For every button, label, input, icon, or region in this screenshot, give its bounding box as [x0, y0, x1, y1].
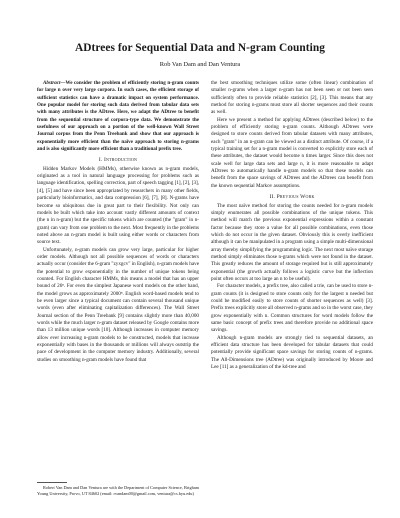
paragraph-previous-1: The most naïve method for storing the counts needed for n-gram models simply enumerates all possible combinations of the unique tokens. This method will match the previous exponential expressions within a constant factor because they store a value for all possible combinations, even those which do not occur in the given dataset. Obviously this is overly inefficient although it can be manipulated in a program using a simple multi-dimensional array thereby simplifying the programming logic. The next most naïve storage method simply eliminates those n-grams which were not found in the dataset. This greatly reduces the amount of storage required but is still approximately exponential (the growth actually follows a logistic curve but the inflection point often occurs at too large an n to be useful). [211, 202, 373, 282]
paragraph-previous-3: Although n-gram models are strongly tied to sequential datasets, an efficient data structure has been developed for tabular datasets that could potentially provide significant space savings for storing counts of n-grams. The All-Dimensions tree (ADtree) was originally introduced by Moore and Lee [11] as a generalization of the kd-tree and [211, 334, 373, 371]
paragraph-intro-1: Hidden Markov Models (HMMs), otherwise known as n-gram models, originated as a tool in natural language processing for problems such as language identification, spelling correction, part of speech tagging [1], [2], [3], [4], [5] and have since been appropriated by researchers in many other fields, particularly bioinformatics, and data compression [6], [7], [8]. N-grams have become so ubiquitous due in great part to their flexibility. Not only can models be built which take into account vastly different amounts of context (the n in n-gram) but the specific tokens which are counted (the "gram" in n-gram) can vary from one problem to the next. Most frequently in the problems noted above an n-gram model is built using either words or characters from source text. [37, 165, 200, 246]
footnote-rule [37, 482, 67, 483]
paragraph-previous-2: For character models, a prefix tree, also called a trie, can be used to store n-gram counts (it is designed to store counts only for the largest n needed but could be modified easily to store counts of shorter sequences as well) [3]. Prefix trees explicitly store all observed n-grams and so in the worst case, they grow exponentially with n. Common structures for word models follow the same basic concept of prefix trees and therefore provide no additional space savings. [211, 283, 373, 334]
paragraph-intro-3: the best smoothing techniques utilize some (often linear) combination of smaller n-grams when a larger n-gram has not been seen or not been seen sufficiently often to provide reliable statistics [2], [3]. This means that any method for storing n-grams must store all shorter sequences and their counts as well. [211, 80, 373, 116]
left-column [37, 80, 199, 364]
abstract-label: Abstract [43, 80, 61, 86]
abstract-text: —We consider the problem of efficiently storing n-gram counts for large n over very large corpora. In such cases, the efficient storage of sufficient statistics can have a dramatic impact on system performance. One popular model for storing such data derived from tabular data sets with many attributes is the ADtree. Here, we adapt the ADtree to benefit from the sequential structure of corpora-type data. We demonstrate the usefulness of our approach on a portion of the well-known Wall Street Journal corpus from the Penn Treebank and show that our approach is exponentially more efficient than the naïve approach to storing n-grams and is also significantly more efficient than a traditional prefix tree. [37, 80, 199, 153]
right-column [211, 80, 373, 371]
paper-title: ADtrees for Sequential Data and N-gram Counting [75, 42, 325, 54]
paper-authors: Rob Van Dam and Dan Ventura [159, 61, 241, 68]
section-heading-introduction: I. Introduction [98, 157, 138, 164]
paragraph-intro-4: Here we present a method for applying ADtrees (described below) to the problem of efficiently storing n-gram counts. Although ADtrees were designed to store counts derived from tabular datasets with many attributes, each "gram" in an n-gram can be viewed as a distinct attribute. Of course, if a typical training set for a n-gram model is converted to explicitly store each of these attributes, the dataset would become n times larger. Since this does not scale well for large data sets and large n, it is more reasonable to adapt ADtrees to automatically handle n-gram models so that these models can benefit from the space savings of ADtrees and the ADtrees can benefit from the known sequential Markov assumptions. [211, 116, 373, 189]
abstract [37, 80, 199, 153]
author-footnote: Robert Van Dam and Dan Ventura are with the Department of Computer Science, Brigham Young University, Provo, UT 84602 (email: rvandam00@gmail.com, ventura@cs.byu.edu) [37, 485, 199, 496]
section-heading-previous-work: II. Previous Work [269, 194, 315, 201]
paragraph-intro-2: Unfortunately, n-gram models can grow very large, particular for higher order models. Although not all possible sequences of words or characters actually occur (consider the 6-gram "zyxgcv" in English), n-gram models have the potential to grow exponentially in the number of unique tokens being counted. For English character HMMs, this means a model that has an upper bound of 26ⁿ. For even the simplest Japanese word models on the other hand, the model grows as approximately 2000ⁿ. English word-based models tend to be even larger since a typical document can contain several thousand unique words (even after eliminating capitalization differences). The Wall Street Journal section of the Penn Treebank [9] contains slightly more than 40,000 words while the much larger n-gram dataset released by Google contains more than 13 million unique words [10]. Although increases in computer memory allow ever increasing n-gram models to be constructed, models that increase exponentially with bases in the thousands or millions will always outstrip the pace of development in the computer memory industry. Additionally, several studies on smoothing n-gram models have found that [37, 246, 199, 363]
